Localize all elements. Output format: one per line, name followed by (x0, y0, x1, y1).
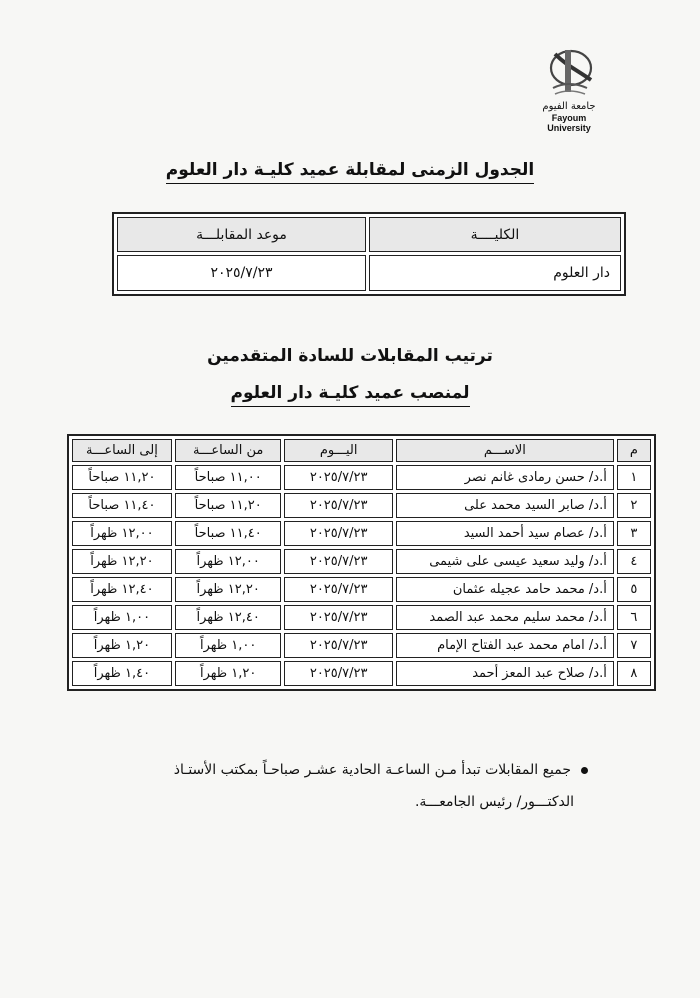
table-row (72, 549, 651, 574)
subtitle-line-2-text: لمنصب عميد كليـة دار العلوم (231, 383, 470, 407)
to-time: ١٢,٢٠ ظهراً (72, 549, 172, 574)
logo-english-name: Fayoum University (547, 113, 591, 133)
from-time: ١١,٠٠ صباحاً (175, 465, 282, 490)
subtitle-line-1 (0, 346, 700, 369)
university-logo (534, 44, 604, 133)
row-number: ٣ (617, 521, 651, 546)
candidate-name: أ.د/ صابر السيد محمد على (396, 493, 614, 518)
candidate-name: أ.د/ وليد سعيد عيسى على شيمى (396, 549, 614, 574)
interview-day: ٢٠٢٥/٧/٢٣ (284, 577, 392, 602)
number-header: م (617, 439, 651, 462)
day-header: اليـــوم (284, 439, 392, 462)
to-time: ١١,٢٠ صباحاً (72, 465, 172, 490)
from-time-header: من الساعـــة (175, 439, 282, 462)
candidate-name: أ.د/ محمد سليم محمد عبد الصمد (396, 605, 614, 630)
interview-date-header: موعد المقابلـــة (117, 217, 366, 252)
row-number: ١ (617, 465, 651, 490)
candidate-name: أ.د/ عصام سيد أحمد السيد (396, 521, 614, 546)
row-number: ٦ (617, 605, 651, 630)
from-time: ١١,٢٠ صباحاً (175, 493, 282, 518)
from-time: ١,٢٠ ظهراً (175, 661, 282, 686)
note-line-2 (54, 794, 574, 810)
interview-day: ٢٠٢٥/٧/٢٣ (284, 521, 392, 546)
to-time: ١,٢٠ ظهراً (72, 633, 172, 658)
row-number: ٥ (617, 577, 651, 602)
faculty-cell: دار العلوم (369, 255, 621, 291)
from-time: ١٢,٢٠ ظهراً (175, 577, 282, 602)
to-time: ١٢,٠٠ ظهراً (72, 521, 172, 546)
to-time: ١,٤٠ ظهراً (72, 661, 172, 686)
interview-day: ٢٠٢٥/٧/٢٣ (284, 493, 392, 518)
candidate-name: أ.د/ حسن رمادى غانم نصر (396, 465, 614, 490)
to-time: ١١,٤٠ صباحاً (72, 493, 172, 518)
interview-day: ٢٠٢٥/٧/٢٣ (284, 605, 392, 630)
bullet-dot-icon (581, 767, 588, 774)
page-title-text: الجدول الزمنى لمقابلة عميد كليـة دار العلوم (166, 160, 534, 184)
table-row (72, 661, 651, 686)
from-time: ١,٠٠ ظهراً (175, 633, 282, 658)
table-row (72, 577, 651, 602)
row-number: ٤ (617, 549, 651, 574)
to-time: ١,٠٠ ظهراً (72, 605, 172, 630)
row-number: ٢ (617, 493, 651, 518)
to-time-header: إلى الساعـــة (72, 439, 172, 462)
from-time: ١٢,٠٠ ظهراً (175, 549, 282, 574)
faculty-header: الكليــــة (369, 217, 621, 252)
candidate-name: أ.د/ امام محمد عبد الفتاح الإمام (396, 633, 614, 658)
table-row (72, 465, 651, 490)
note-line-2-text: الدكتـــور/ رئيس الجامعـــة. (414, 794, 574, 810)
name-header: الاســـم (396, 439, 614, 462)
table-row (72, 605, 651, 630)
to-time: ١٢,٤٠ ظهراً (72, 577, 172, 602)
candidate-name: أ.د/ محمد حامد عجيله عثمان (396, 577, 614, 602)
row-number: ٨ (617, 661, 651, 686)
note-line-1 (68, 762, 588, 778)
subtitle-line-1-text: ترتيب المقابلات للسادة المتقدمين (207, 346, 493, 366)
interview-day: ٢٠٢٥/٧/٢٣ (284, 549, 392, 574)
logo-arabic-name: جامعة الفيوم (542, 101, 596, 112)
table-row (72, 633, 651, 658)
interview-day: ٢٠٢٥/٧/٢٣ (284, 465, 392, 490)
from-time: ١١,٤٠ صباحاً (175, 521, 282, 546)
note-line-1-text: جميع المقابلات تبدأ مـن الساعـة الحادية عشـر صباحـاً بمكتب الأستـاذ (173, 762, 571, 778)
faculty-date-table (112, 212, 626, 296)
page-title (0, 160, 700, 184)
candidate-name: أ.د/ صلاح عبد المعز أحمد (396, 661, 614, 686)
interview-day: ٢٠٢٥/٧/٢٣ (284, 661, 392, 686)
faculty-table-row (117, 255, 621, 291)
interview-schedule-table (67, 434, 656, 691)
fayoum-university-emblem-icon (541, 44, 597, 100)
table-row (72, 493, 651, 518)
interview-day: ٢٠٢٥/٧/٢٣ (284, 633, 392, 658)
table-row (72, 521, 651, 546)
faculty-table-header-row (117, 217, 621, 252)
schedule-header-row (72, 439, 651, 462)
subtitle-line-2 (0, 383, 700, 407)
interview-date-cell: ٢٠٢٥/٧/٢٣ (117, 255, 366, 291)
row-number: ٧ (617, 633, 651, 658)
from-time: ١٢,٤٠ ظهراً (175, 605, 282, 630)
